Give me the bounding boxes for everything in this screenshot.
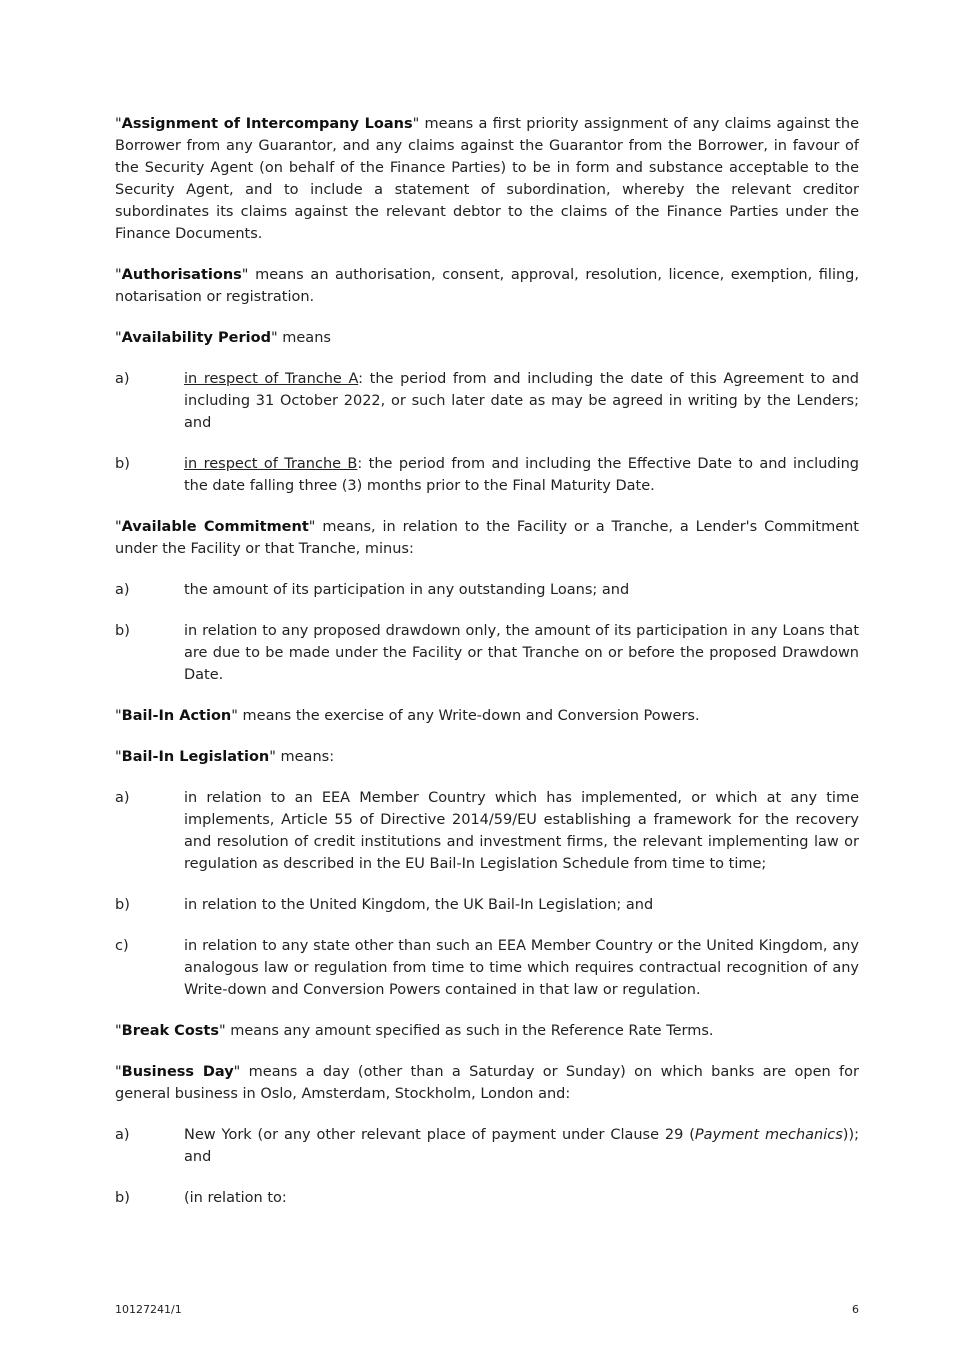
- page-footer: [115, 1303, 859, 1316]
- document-body: [115, 113, 859, 1228]
- definition-bail-in-action: "Bail-In Action" means the exercise of any Write-down and Conversion Powers.: [115, 708, 700, 724]
- term: Business Day: [121, 1064, 234, 1080]
- list-text: in relation to any state other than such an EEA Member Country or the United Kingdom, any analogous law or regulation from time to time which requires contractual recognition of any Write-down and Conversion Powers contained in that law or regulation.: [184, 938, 859, 998]
- definition-text: means:: [275, 749, 335, 765]
- list-item: [115, 579, 859, 601]
- page-number: 6: [852, 1303, 859, 1316]
- list-item: [115, 894, 859, 916]
- list-text: the amount of its participation in any outstanding Loans; and: [184, 582, 630, 598]
- list-text: in relation to the United Kingdom, the UK Bail-In Legislation; and: [184, 897, 654, 913]
- definition-bail-in-legislation: "Bail-In Legislation" means:: [115, 749, 335, 765]
- definition-available-commitment: "Available Commitment" means, in relation to the Facility or a Tranche, a Lender's Commitment under the Facility or that Tranche, minus:: [115, 519, 859, 557]
- list-label: b): [115, 623, 130, 639]
- list-item: [115, 787, 859, 875]
- list-text: in relation to any proposed drawdown only, the amount of its participation in any Loans that are due to be made under the Facility or that Tranche on or before the proposed Drawdown Date.: [184, 623, 859, 683]
- term: Bail-In Action: [121, 708, 232, 724]
- list-label: a): [115, 582, 130, 598]
- list-item: [115, 1124, 859, 1168]
- list-item: [115, 453, 859, 497]
- definition-text: means an authorisation, consent, approval, resolution, licence, exemption, filing, notarisation or registration.: [115, 267, 859, 305]
- definition-authorisations: "Authorisations" means an authorisation, consent, approval, resolution, licence, exemption, filing, notarisation or registration.: [115, 267, 859, 305]
- definition-text: means any amount specified as such in the Reference Rate Terms.: [225, 1023, 714, 1039]
- list-text: in respect of Tranche B: the period from and including the Effective Date to and including the date falling three (3) months prior to the Final Maturity Date.: [184, 456, 860, 494]
- list-text: in respect of Tranche A: the period from and including the date of this Agreement to and including 31 October 2022, or such later date as may be agreed in writing by the Lenders; and: [184, 371, 859, 431]
- definition-availability-period: "Availability Period" means: [115, 330, 331, 346]
- definition-assignment-of-intercompany-loans: "Assignment of Intercompany Loans" means a first priority assignment of any claims against the Borrower from any Guarantor, and any claims against the Guarantor from the Borrower, in favour of the Security Agent (on behalf of the Finance Parties) to be in form and substance acceptable to the Security Agent, and to include a statement of subordination, whereby the relevant creditor subordinates its claims against the relevant debtor to the claims of the Finance Parties under the Finance Documents.: [115, 116, 859, 242]
- italic-text: Payment mechanics: [694, 1127, 843, 1143]
- list-item: [115, 368, 859, 434]
- definition-business-day: "Business Day" means a day (other than a Saturday or Sunday) on which banks are open for general business in Oslo, Amsterdam, Stockholm, London and:: [115, 1064, 859, 1102]
- list-label: c): [115, 938, 129, 954]
- definition-text: means: [277, 330, 331, 346]
- list-label: a): [115, 790, 130, 806]
- underlined-text: in respect of Tranche B: [184, 456, 358, 472]
- list-item: [115, 620, 859, 686]
- definition-break-costs: "Break Costs" means any amount specified as such in the Reference Rate Terms.: [115, 1023, 714, 1039]
- list-label: b): [115, 897, 130, 913]
- list-item: [115, 1187, 859, 1209]
- term: Authorisations: [121, 267, 242, 283]
- term: Available Commitment: [121, 519, 309, 535]
- list-label: b): [115, 1190, 130, 1206]
- list-text: New York (or any other relevant place of payment under Clause 29 (Payment mechanics)); and: [184, 1127, 859, 1165]
- term: Break Costs: [121, 1023, 219, 1039]
- underlined-text: in respect of Tranche A: [184, 371, 359, 387]
- definition-text: means a first priority assignment of any claims against the Borrower from any Guarantor, and any claims against the Guarantor from the Borrower, in favour of the Security Agent (on behalf of the Finance Parties) to be in form and substance acceptable to the Security Agent, and to include a statement of subordination, whereby the relevant creditor subordinates its claims against the relevant debtor to the claims of the Finance Parties under the Finance Documents.: [115, 116, 859, 242]
- term: Bail-In Legislation: [121, 749, 270, 765]
- list-label: a): [115, 371, 130, 387]
- list-label: b): [115, 456, 130, 472]
- list-text: in relation to an EEA Member Country which has implemented, or which at any time implements, Article 55 of Directive 2014/59/EU establishing a framework for the recovery and resolution of credit institutions and investment firms, the relevant implementing law or regulation as described in the EU Bail-In Legislation Schedule from time to time;: [184, 790, 859, 872]
- document-reference: 10127241/1: [115, 1303, 182, 1316]
- term: Availability Period: [121, 330, 271, 346]
- list-text: (in relation to:: [184, 1190, 287, 1206]
- list-label: a): [115, 1127, 130, 1143]
- term: Assignment of Intercompany Loans: [121, 116, 413, 132]
- list-item: [115, 935, 859, 1001]
- definition-text: means, in relation to the Facility or a Tranche, a Lender's Commitment under the Facility or that Tranche, minus:: [115, 519, 859, 557]
- definition-text: means a day (other than a Saturday or Sunday) on which banks are open for general business in Oslo, Amsterdam, Stockholm, London and:: [115, 1064, 859, 1102]
- definition-text: means the exercise of any Write-down and Conversion Powers.: [237, 708, 700, 724]
